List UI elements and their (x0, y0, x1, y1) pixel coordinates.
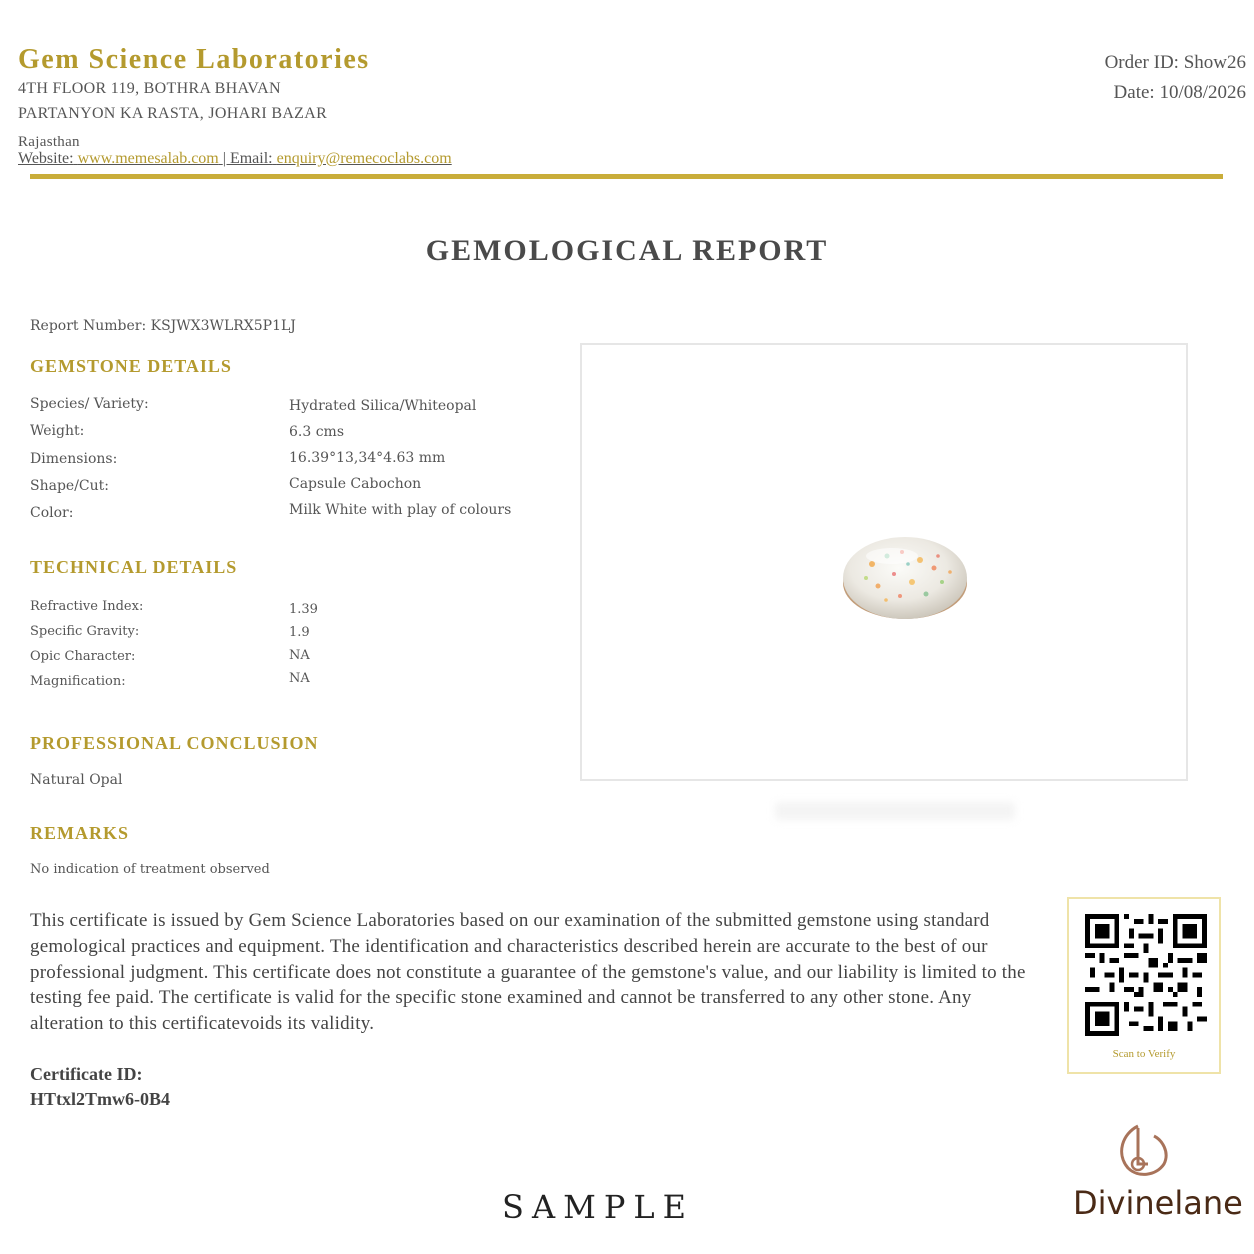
order-info (1105, 48, 1246, 108)
detail-label: Color: (30, 505, 74, 521)
divinelane-logo-icon (1114, 1120, 1170, 1182)
brand-name: Divinelane (1073, 1184, 1243, 1222)
detail-value: Capsule Cabochon (289, 476, 422, 492)
remarks-text: No indication of treatment observed (30, 862, 270, 877)
report-title: GEMOLOGICAL REPORT (425, 234, 829, 267)
detail-value: Milk White with play of colours (289, 502, 512, 518)
conclusion-text: Natural Opal (30, 772, 123, 788)
technical-label: Refractive Index: (30, 599, 144, 614)
website-link[interactable]: www.memesalab.com (77, 150, 219, 167)
disclaimer-text: This certificate is issued by Gem Science Laboratories based on our examination of the submitted gemstone using standard gemological practices and equipment. The identification and characteristics described herein are accurate to the best of our professional judgment. This certificate does not constitute a guarantee of the gemstone's value, and our liability is limited to the testing fee paid. The certificate is valid for the specific stone examined and cannot be transferred to any other stone. Any alteration to this certificatevoids its validity. (30, 910, 1026, 1035)
technical-details-heading: TECHNICAL DETAILS (30, 557, 238, 577)
detail-label: Weight: (30, 423, 85, 439)
gemstone-details-heading: GEMSTONE DETAILS (30, 356, 232, 376)
technical-label: Magnification: (30, 674, 126, 689)
address-line-2: PARTANYON KA RASTA, JOHARI BAZAR (18, 105, 328, 122)
order-id: Order ID: Show26 (1104, 52, 1246, 73)
detail-value: 16.39°13,34°4.63 mm (289, 450, 446, 466)
detail-value: Hydrated Silica/Whiteopal (289, 398, 477, 414)
technical-value: 1.39 (289, 602, 318, 617)
qr-caption: Scan to Verify (1112, 1048, 1176, 1060)
technical-value: 1.9 (289, 625, 310, 640)
website-label: Website: (18, 150, 74, 167)
detail-label: Shape/Cut: (30, 478, 109, 494)
detail-value: 6.3 cms (289, 424, 345, 440)
order-date: Date: 10/08/2026 (1113, 82, 1246, 103)
technical-label: Opic Character: (30, 649, 136, 664)
opal-gem-image (842, 534, 970, 624)
address-line-1: 4TH FLOOR 119, BOTHRA BHAVAN (18, 80, 281, 97)
address-line-3: Rajasthan (18, 134, 80, 150)
technical-value: NA (289, 648, 310, 663)
certificate-label: Certificate ID: (30, 1064, 143, 1084)
certificate-id: HTtxl2Tmw6-0B4 (30, 1089, 171, 1109)
remarks-heading: REMARKS (30, 823, 130, 843)
technical-value: NA (289, 671, 310, 686)
header-divider (30, 174, 1223, 179)
photo-blur-bottom (775, 802, 1015, 820)
contact-line (18, 150, 452, 168)
technical-label: Specific Gravity: (30, 624, 140, 639)
sample-watermark: SAMPLE (502, 1188, 694, 1226)
certificate-block (30, 1062, 170, 1112)
detail-label: Dimensions: (30, 451, 118, 467)
lab-name: Gem Science Laboratories (18, 44, 370, 75)
detail-label: Species/ Variety: (30, 396, 149, 412)
email-link[interactable]: enquiry@remecoclabs.com (276, 150, 452, 167)
conclusion-heading: PROFESSIONAL CONCLUSION (30, 733, 319, 753)
report-number: Report Number: KSJWX3WLRX5P1LJ (30, 318, 296, 334)
email-label: | Email: (222, 150, 273, 167)
qr-code-icon[interactable] (1085, 914, 1207, 1036)
